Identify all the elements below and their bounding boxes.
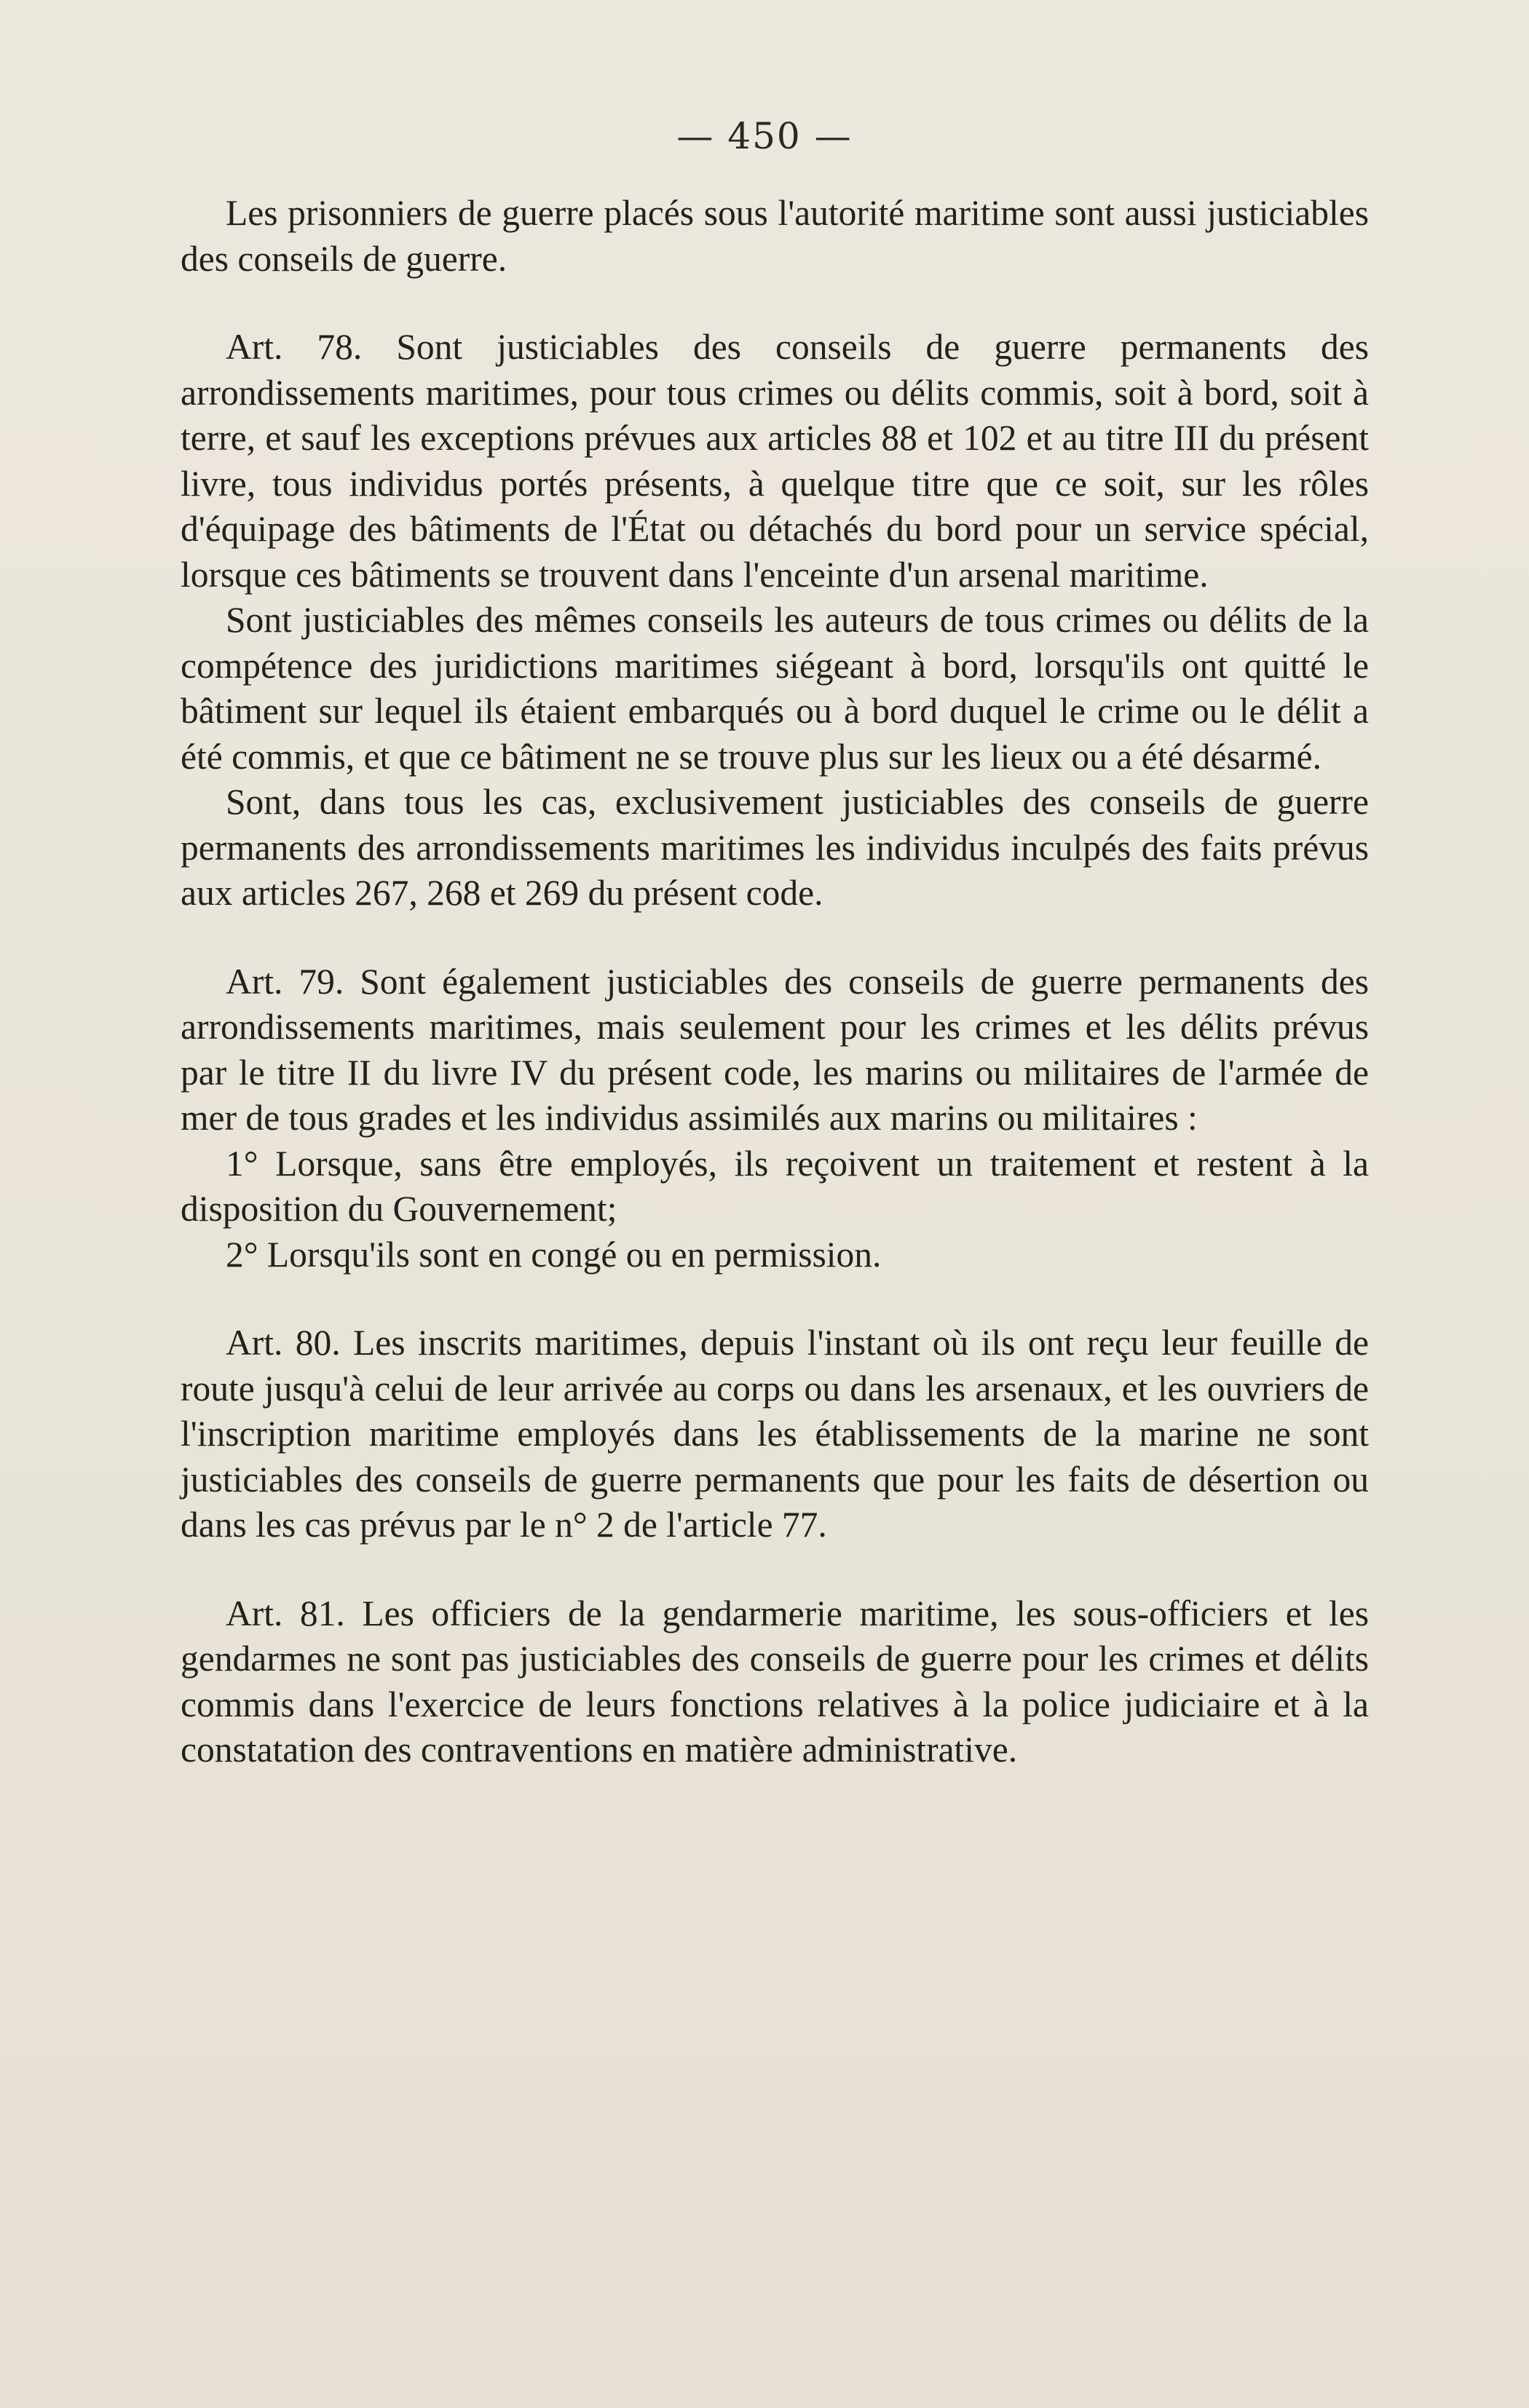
paragraph-article-79-item-2: 2° Lorsqu'ils sont en congé ou en permission. [226, 1234, 882, 1275]
paragraph-article-78-second: Sont justiciables des mêmes conseils les auteurs de tous crimes ou délits de la compétence des juridictions maritimes siégeant à bord, lorsqu'ils ont quitté le bâtiment sur lequel ils étaient embarqués ou à bord duquel le crime ou le délit a été commis, et que ce bâtiment ne se trouve plus sur les lieux ou a été désarmé. [181, 600, 1369, 777]
paragraph-prisoners: Les prisonniers de guerre placés sous l'autorité maritime sont aussi justiciables des conseils de guerre. [181, 193, 1369, 279]
paragraph-article-78: Art. 78. Sont justiciables des conseils de guerre permanents des arrondissements maritimes, pour tous crimes ou délits commis, soit à bord, soit à terre, et sauf les exceptions prévues aux articles 88 et 102 et au titre III du présent livre, tous individus portés présents, à quelque titre que ce soit, sur les rôles d'équipage des bâtiments de l'État ou détachés du bord pour un service spécial, lorsque ces bâtiments se trouvent dans l'enceinte d'un arsenal maritime. [181, 327, 1369, 595]
page-body-text [181, 191, 1369, 1773]
paragraph-article-80: Art. 80. Les inscrits maritimes, depuis l'instant où ils ont reçu leur feuille de route jusqu'à celui de leur arrivée au corps ou dans les arsenaux, et les ouvriers de l'inscription maritime employés dans les établissements de la marine ne sont justiciables des conseils de guerre permanents que pour les faits de désertion ou dans les cas prévus par le n° 2 de l'article 77. [181, 1323, 1369, 1545]
paragraph-article-81: Art. 81. Les officiers de la gendarmerie maritime, les sous-officiers et les gendarmes ne sont pas justiciables des conseils de guerre pour les crimes et délits commis dans l'exercice de leurs fonctions relatives à la police judiciaire et à la constatation des contraventions en matière administrative. [181, 1593, 1369, 1770]
page-number: — 450 — [676, 115, 853, 157]
paragraph-article-79-item-1: 1° Lorsque, sans être employés, ils reçoivent un traitement et restent à la disposition du Gouvernement; [181, 1143, 1369, 1229]
paragraph-article-78-third: Sont, dans tous les cas, exclusivement justiciables des conseils de guerre permanents des arrondissements maritimes les individus inculpés des faits prévus aux articles 267, 268 et 269 du présent code. [181, 782, 1369, 913]
paragraph-article-79: Art. 79. Sont également justiciables des conseils de guerre permanents des arrondissements maritimes, mais seulement pour les crimes et les délits prévus par le titre II du livre IV du présent code, les marins ou militaires de l'armée de mer de tous grades et les individus assimilés aux marins ou militaires : [181, 961, 1369, 1138]
